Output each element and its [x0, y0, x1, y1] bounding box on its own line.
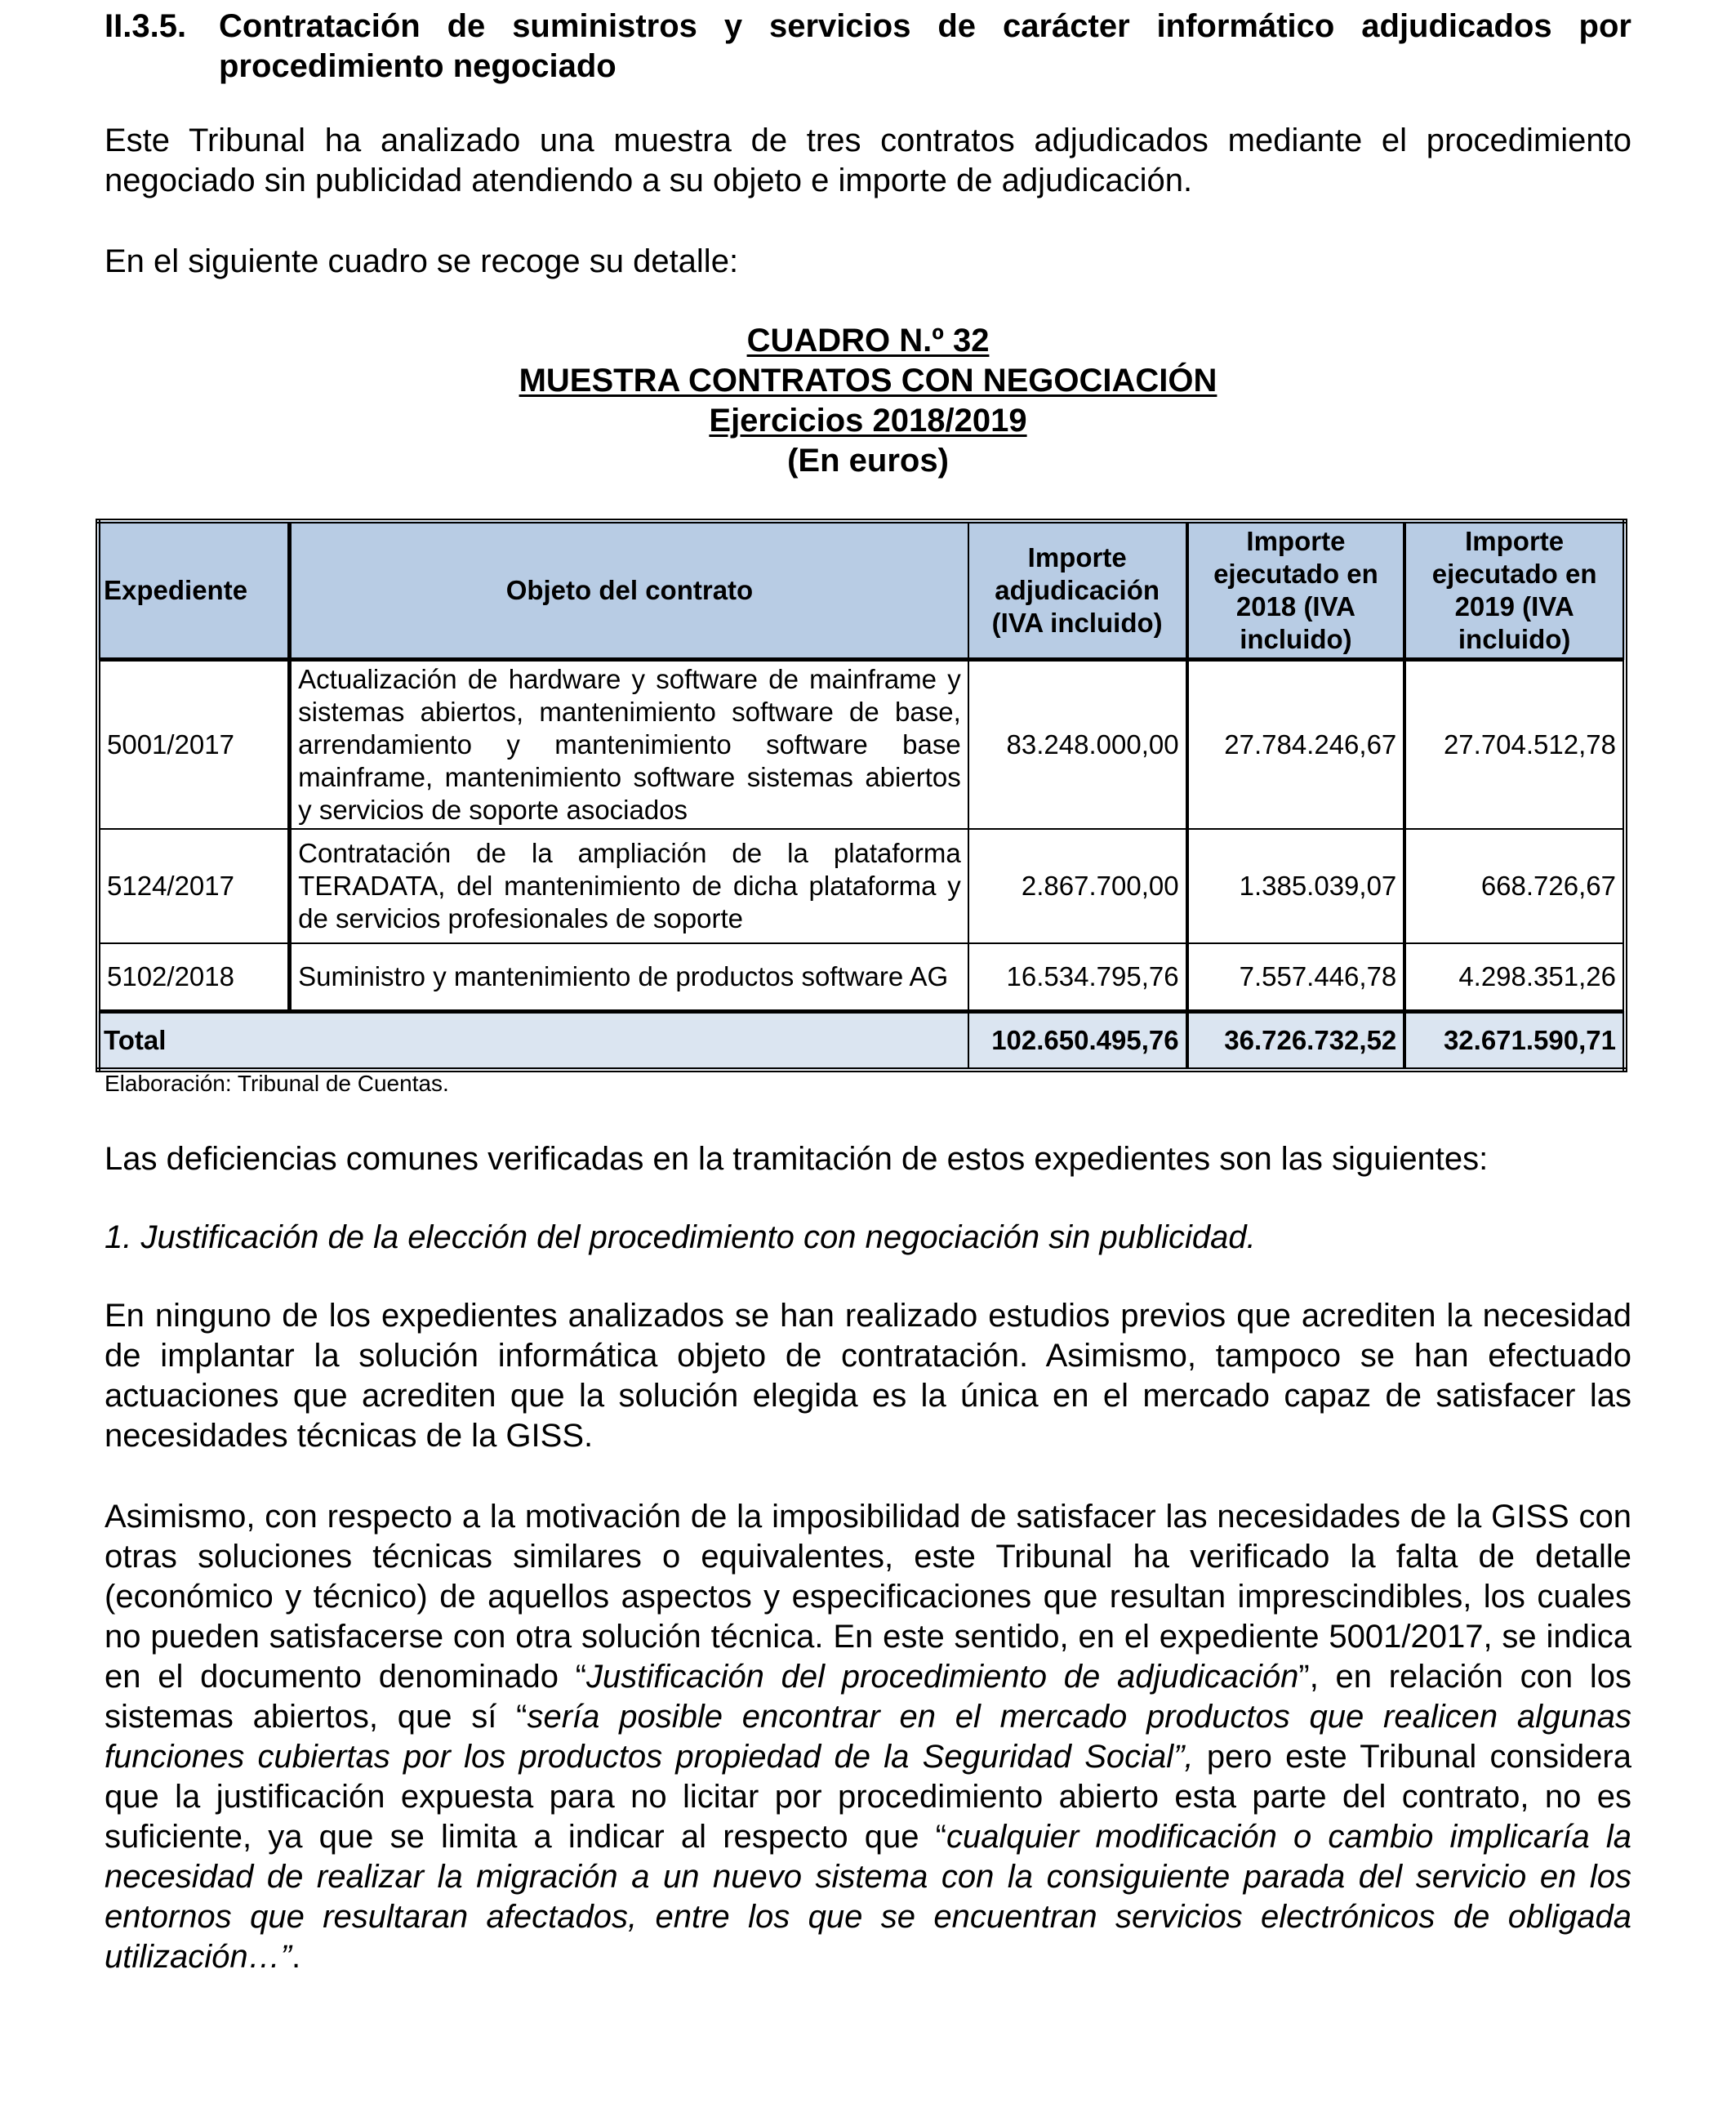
cell-expediente: 5001/2017: [98, 660, 290, 830]
paragraph-text: Asimismo, con respecto a la motivación de la imposibilidad de satisfacer las necesidades de la GISS con otras soluciones técnicas similares o equivalentes, este Tribunal ha verificado la falta de detalle (económico y técnico) de aquellos aspectos y especificaciones que resultan imprescindibles, los cuales no pueden satisfacerse con otra solución técnica. En este sentido, en el expediente 5001/2017, se indica en el documento denominado “: [105, 1499, 1631, 1695]
cell-expediente: 5124/2017: [98, 829, 290, 943]
table-row: [98, 660, 1625, 830]
table-period: Ejercicios 2018/2019: [709, 403, 1027, 439]
table-row: [98, 943, 1625, 1011]
cell-objeto: Suministro y mantenimiento de productos software AG: [290, 943, 968, 1011]
paragraph-text: .: [291, 1939, 301, 1975]
table-number: CUADRO N.º 32: [746, 323, 990, 359]
header-ejecutado-2019: Importe ejecutado en 2019 (IVA incluido): [1404, 521, 1625, 660]
cell-ejecutado-2018: 1.385.039,07: [1187, 829, 1405, 943]
intro-paragraph: Este Tribunal ha analizado una muestra de tres contratos adjudicados mediante el procedimiento negociado sin publicidad atendiendo a su objeto e importe de adjudicación.: [105, 123, 1631, 198]
quoted-text: cualquier modificación o cambio implicaría la necesidad de realizar la migración a un nuevo sistema con la consiguiente parada del servicio en los entornos que resultaran afectados, entre los que se encuentran servicios electrónicos de obligada utilización…”: [105, 1819, 1631, 1975]
cell-expediente: 5102/2018: [98, 943, 290, 1011]
header-expediente: Expediente: [98, 521, 290, 660]
intro-lead-paragraph: En el siguiente cuadro se recoge su detalle:: [105, 243, 739, 279]
cell-ejecutado-2018: 27.784.246,67: [1187, 660, 1405, 830]
table-caption: [105, 321, 1631, 481]
header-ejecutado-2018: Importe ejecutado en 2018 (IVA incluido): [1187, 521, 1405, 660]
paragraph-text: ”, en relación con los sistemas abiertos, que sí “: [105, 1659, 1631, 1735]
header-adjudicacion: Importe adjudicación (IVA incluido): [968, 521, 1187, 660]
total-adjudicacion: 102.650.495,76: [968, 1011, 1187, 1070]
cell-ejecutado-2019: 4.298.351,26: [1404, 943, 1625, 1011]
cell-ejecutado-2019: 668.726,67: [1404, 829, 1625, 943]
total-ejecutado-2018: 36.726.732,52: [1187, 1011, 1405, 1070]
section-title: Contratación de suministros y servicios de carácter informático adjudicados por procedimiento negociado: [219, 8, 1631, 84]
cell-adjudicacion: 16.534.795,76: [968, 943, 1187, 1011]
deficiency-paragraph-1: En ninguno de los expedientes analizados se han realizado estudios previos que acrediten la necesidad de implantar la solución informática objeto de contratación. Asimismo, tampoco se han efectuado actuaciones que acrediten que la solución elegida es la única en el mercado capaz de satisfacer las necesidades técnicas de la GISS.: [105, 1298, 1631, 1454]
quoted-text: sería posible encontrar en el mercado productos que realicen algunas funciones cubiertas por los productos propiedad de la Seguridad Social”,: [105, 1699, 1631, 1775]
table-title: MUESTRA CONTRATOS CON NEGOCIACIÓN: [519, 363, 1217, 399]
table-row: [98, 829, 1625, 943]
cell-adjudicacion: 83.248.000,00: [968, 660, 1187, 830]
paragraph-text: pero este Tribunal considera que la justificación expuesta para no licitar por procedimiento abierto esta parte del contrato, no es suficiente, ya que se limita a indicar al respecto que “: [105, 1739, 1631, 1855]
section-heading: [105, 7, 1631, 87]
table-units: (En euros): [787, 443, 949, 479]
section-number: II.3.5.: [105, 8, 187, 44]
deficiency-paragraph-2: [105, 1497, 1631, 1977]
cell-objeto: Contratación de la ampliación de la plataforma TERADATA, del mantenimiento de dicha plataforma y de servicios profesionales de soporte: [290, 829, 968, 943]
total-ejecutado-2019: 32.671.590,71: [1404, 1011, 1625, 1070]
total-label: Total: [98, 1011, 968, 1070]
deficiencies-intro: Las deficiencias comunes verificadas en la tramitación de estos expedientes son las siguientes:: [105, 1141, 1489, 1177]
table-total-row: [98, 1011, 1625, 1070]
table-header-row: [98, 521, 1625, 660]
header-objeto: Objeto del contrato: [290, 521, 968, 660]
cell-adjudicacion: 2.867.700,00: [968, 829, 1187, 943]
quoted-document-title: Justificación del procedimiento de adjudicación: [586, 1659, 1299, 1695]
contracts-table: [96, 519, 1627, 1072]
cell-ejecutado-2018: 7.557.446,78: [1187, 943, 1405, 1011]
table-source-note: Elaboración: Tribunal de Cuentas.: [105, 1071, 449, 1096]
deficiency-subheading: 1. Justificación de la elección del procedimiento con negociación sin publicidad.: [105, 1219, 1256, 1255]
cell-objeto: Actualización de hardware y software de mainframe y sistemas abiertos, mantenimiento software de base, arrendamiento y mantenimiento software base mainframe, mantenimiento software sistemas abiertos y servicios de soporte asociados: [290, 660, 968, 830]
cell-ejecutado-2019: 27.704.512,78: [1404, 660, 1625, 830]
